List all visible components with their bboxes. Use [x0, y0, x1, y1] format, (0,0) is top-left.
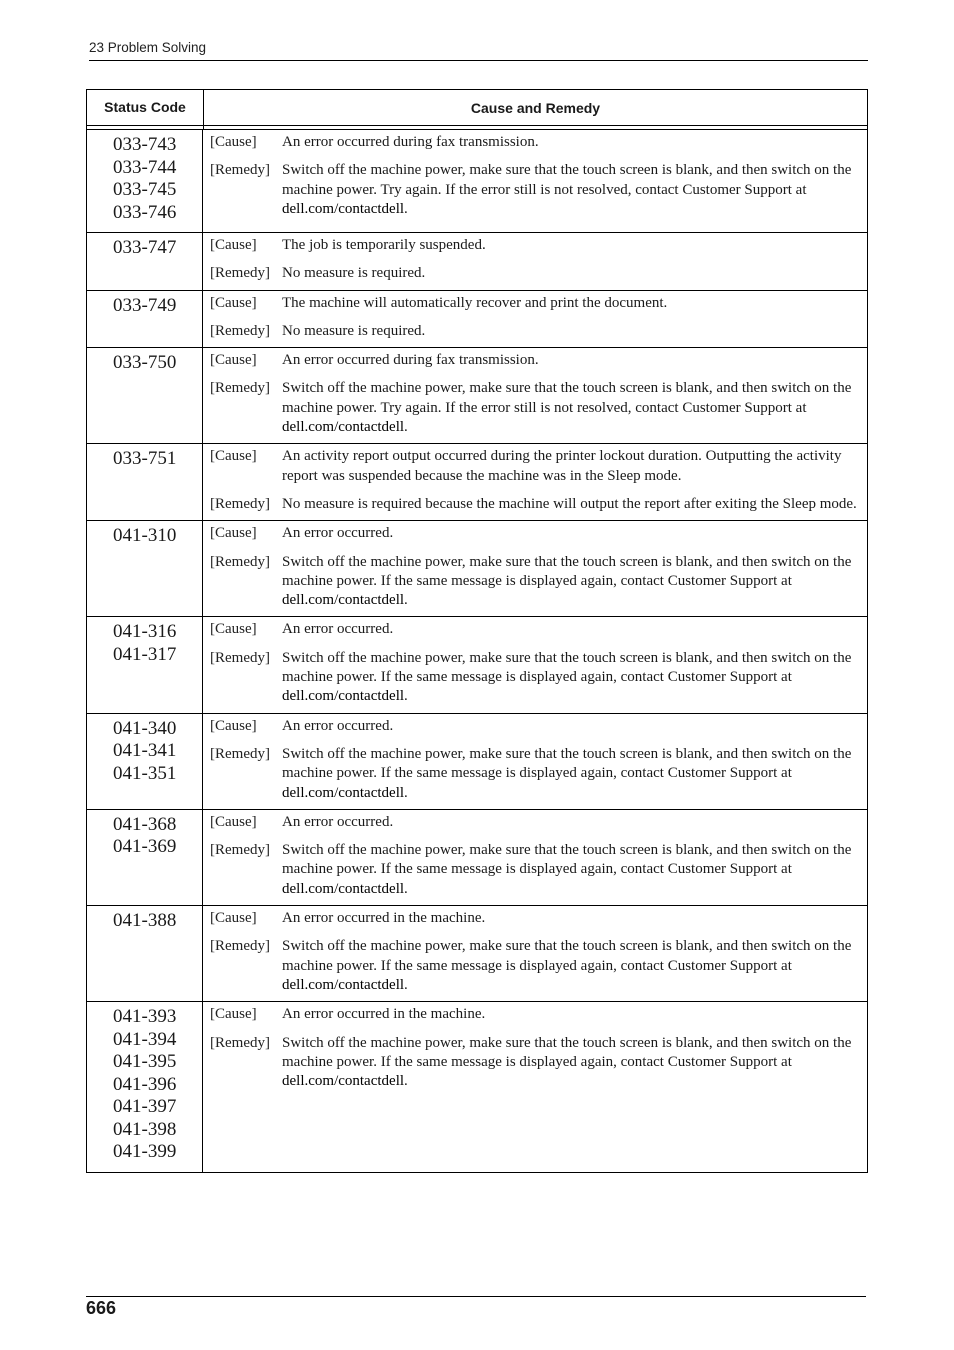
table-row: [87, 810, 867, 906]
cause-label: [Cause]: [210, 237, 257, 253]
remedy-text: Switch off the machine power, make sure that the touch screen is blank, and then switch on the machine power. Try again. If the error still is not resolved, contact Customer Support at: [282, 380, 852, 416]
status-code-cell: [87, 130, 203, 232]
remedy-text: No measure is required.: [282, 265, 426, 282]
status-code: 041-388: [113, 910, 177, 932]
status-code: 033-751: [113, 448, 177, 470]
contact-link[interactable]: dell.com/contactdell: [282, 419, 405, 436]
remedy-label: [Remedy]: [210, 162, 270, 179]
status-code-cell: [87, 348, 203, 443]
status-code: 041-369: [113, 836, 177, 858]
remedy-text: Switch off the machine power, make sure that the touch screen is blank, and then switch on the machine power. If the same message is displayed again, contact Customer Support at: [282, 938, 852, 974]
status-code: 041-341: [113, 740, 177, 762]
remedy-end: .: [404, 200, 408, 217]
remedy-label: [Remedy]: [210, 842, 270, 859]
cause-remedy-cell: [203, 906, 867, 1001]
status-code-cell: [87, 291, 203, 348]
column-header-cause-and-remedy: Cause and Remedy: [470, 99, 601, 116]
remedy-text-block: [282, 264, 859, 283]
cause-label: [Cause]: [210, 813, 257, 830]
status-code: 041-397: [113, 1096, 177, 1118]
table-row: [87, 906, 867, 1002]
column-header-status-code: Status Code: [87, 90, 204, 125]
remedy-text-block: [282, 322, 859, 341]
cause-text: An error occurred during fax transmission.: [282, 352, 539, 369]
cause-entry: [210, 1005, 859, 1024]
cause-remedy-cell: [203, 714, 867, 809]
table-body: [87, 130, 867, 1172]
cause-entry: [210, 447, 859, 486]
table-header: [87, 90, 867, 126]
status-code: 033-746: [113, 201, 177, 223]
remedy-label: [Remedy]: [210, 322, 270, 339]
cause-text: The job is temporarily suspended.: [282, 237, 486, 253]
table-row: [87, 291, 867, 349]
remedy-text: Switch off the machine power, make sure that the touch screen is blank, and then switch on the machine power. If the same message is displayed again, contact Customer Support at: [282, 1034, 852, 1070]
status-code: 041-351: [113, 762, 177, 784]
cause-remedy-cell: [203, 291, 867, 348]
cause-entry: [210, 909, 859, 928]
status-code: 033-747: [113, 237, 177, 258]
status-code: 041-393: [113, 1006, 177, 1028]
remedy-entry: [210, 937, 859, 995]
status-code: 041-317: [113, 643, 177, 665]
remedy-end: .: [404, 784, 408, 801]
remedy-text: No measure is required because the machine will output the report after exiting the Sleep mode.: [282, 495, 857, 512]
cause-remedy-cell: [203, 444, 867, 520]
remedy-text-block: [282, 745, 859, 803]
remedy-label: [Remedy]: [210, 380, 270, 397]
contact-link[interactable]: dell.com/contactdell: [282, 1073, 405, 1090]
cause-label: [Cause]: [210, 134, 257, 150]
remedy-text: Switch off the machine power, make sure that the touch screen is blank, and then switch on the machine power. If the same message is displayed again, contact Customer Support at: [282, 842, 852, 878]
table-row: [87, 444, 867, 521]
remedy-end: .: [404, 1073, 408, 1090]
status-code: 041-368: [113, 813, 177, 835]
remedy-label: [Remedy]: [210, 938, 270, 955]
remedy-entry: [210, 264, 859, 283]
cause-remedy-cell: [203, 1002, 867, 1172]
status-code: 041-340: [113, 717, 177, 739]
cause-label: [Cause]: [210, 448, 257, 465]
cause-text: An error occurred in the machine.: [282, 910, 486, 927]
status-code: 041-394: [113, 1028, 177, 1050]
cause-text: An error occurred.: [282, 621, 394, 638]
cause-label: [Cause]: [210, 621, 257, 638]
status-code-cell: [87, 233, 203, 290]
remedy-end: .: [404, 688, 408, 705]
remedy-text-block: [282, 649, 859, 707]
footer-rule: [86, 1296, 866, 1297]
table-row: [87, 233, 867, 291]
remedy-text-block: [282, 553, 859, 611]
remedy-entry: [210, 379, 859, 437]
status-code: 033-745: [113, 179, 177, 200]
remedy-text-block: [282, 937, 859, 995]
remedy-text-block: [282, 495, 859, 514]
running-header: 23 Problem Solving: [89, 40, 868, 61]
status-code: 041-398: [113, 1118, 177, 1140]
remedy-entry: [210, 649, 859, 707]
remedy-text: No measure is required.: [282, 322, 426, 339]
cause-label: [Cause]: [210, 1006, 257, 1023]
cause-remedy-cell: [203, 521, 867, 616]
status-code-cell: [87, 714, 203, 809]
remedy-label: [Remedy]: [210, 649, 270, 666]
status-code: 033-743: [113, 134, 177, 155]
cause-label: [Cause]: [210, 294, 257, 311]
remedy-entry: [210, 322, 859, 341]
cause-text: An error occurred.: [282, 813, 394, 830]
contact-link[interactable]: dell.com/contactdell: [282, 592, 405, 609]
cause-label: [Cause]: [210, 717, 257, 734]
remedy-text-block: [282, 161, 859, 219]
cause-remedy-cell: [203, 810, 867, 905]
remedy-end: .: [404, 880, 408, 897]
status-code-cell: [87, 1002, 203, 1172]
remedy-entry: [210, 1034, 859, 1092]
remedy-entry: [210, 745, 859, 803]
remedy-label: [Remedy]: [210, 1034, 270, 1051]
status-code: 033-750: [113, 352, 177, 374]
status-code-cell: [87, 810, 203, 905]
table-row: [87, 714, 867, 810]
page-number: 666: [86, 1298, 117, 1318]
status-code-cell: [87, 444, 203, 520]
status-code: 041-399: [113, 1141, 177, 1163]
status-code: 041-395: [113, 1051, 177, 1073]
remedy-end: .: [404, 976, 408, 993]
cause-text: An error occurred.: [282, 717, 394, 734]
cause-text: The machine will automatically recover and print the document.: [282, 294, 668, 311]
status-code-table: [86, 89, 868, 1173]
remedy-end: .: [404, 592, 408, 609]
cause-entry: [210, 351, 859, 370]
cause-text: An error occurred in the machine.: [282, 1006, 486, 1023]
contact-link[interactable]: dell.com/contactdell: [282, 880, 405, 897]
cause-remedy-cell: [203, 130, 867, 232]
table-row: [87, 1002, 867, 1172]
remedy-entry: [210, 553, 859, 611]
cause-text: An error occurred during fax transmission.: [282, 134, 539, 150]
remedy-text-block: [282, 379, 859, 437]
header-divider-code-cell: [87, 126, 204, 129]
table-row: [87, 130, 867, 233]
remedy-text: Switch off the machine power, make sure that the touch screen is blank, and then switch on the machine power. If the same message is displayed again, contact Customer Support at: [282, 649, 852, 686]
cause-entry: [210, 620, 859, 639]
cause-remedy-cell: [203, 233, 867, 290]
table-row: [87, 348, 867, 444]
cause-remedy-cell: [203, 617, 867, 712]
cause-entry: [210, 133, 859, 152]
cause-entry: [210, 294, 859, 313]
status-code-cell: [87, 617, 203, 712]
cause-label: [Cause]: [210, 910, 257, 927]
remedy-text: Switch off the machine power, make sure that the touch screen is blank, and then switch on the machine power. If the same message is displayed again, contact Customer Support at: [282, 553, 852, 589]
status-code: 041-396: [113, 1073, 177, 1095]
contact-link[interactable]: dell.com/contactdell: [282, 200, 405, 217]
status-code: 041-316: [113, 621, 177, 643]
remedy-label: [Remedy]: [210, 495, 270, 512]
remedy-text: Switch off the machine power, make sure that the touch screen is blank, and then switch on the machine power. Try again. If the error still is not resolved, contact Customer Support at: [282, 162, 852, 198]
status-code: 033-744: [113, 156, 177, 178]
status-code: 041-310: [113, 525, 177, 547]
remedy-entry: [210, 161, 859, 219]
cause-entry: [210, 236, 859, 255]
cause-entry: [210, 717, 859, 736]
contact-link[interactable]: dell.com/contactdell: [282, 688, 405, 705]
cause-entry: [210, 524, 859, 543]
table-row: [87, 617, 867, 713]
remedy-text-block: [282, 841, 859, 899]
status-code-cell: [87, 521, 203, 616]
cause-text: An error occurred.: [282, 525, 394, 542]
cause-label: [Cause]: [210, 352, 257, 369]
status-code-cell: [87, 906, 203, 1001]
cause-label: [Cause]: [210, 525, 257, 542]
status-code: 033-749: [113, 294, 177, 316]
cause-entry: [210, 813, 859, 832]
remedy-text-block: [282, 1034, 859, 1092]
remedy-label: [Remedy]: [210, 745, 270, 762]
cause-remedy-cell: [203, 348, 867, 443]
remedy-end: .: [404, 419, 408, 436]
contact-link[interactable]: dell.com/contactdell: [282, 976, 405, 993]
cause-text: An activity report output occurred during the printer lockout duration. Outputting the activity report was suspended because the machine was in the Sleep mode.: [282, 448, 842, 484]
remedy-entry: [210, 495, 859, 514]
contact-link[interactable]: dell.com/contactdell: [282, 784, 405, 801]
remedy-label: [Remedy]: [210, 265, 270, 282]
table-row: [87, 521, 867, 617]
remedy-entry: [210, 841, 859, 899]
remedy-label: [Remedy]: [210, 553, 270, 570]
remedy-text: Switch off the machine power, make sure that the touch screen is blank, and then switch on the machine power. If the same message is displayed again, contact Customer Support at: [282, 745, 852, 782]
